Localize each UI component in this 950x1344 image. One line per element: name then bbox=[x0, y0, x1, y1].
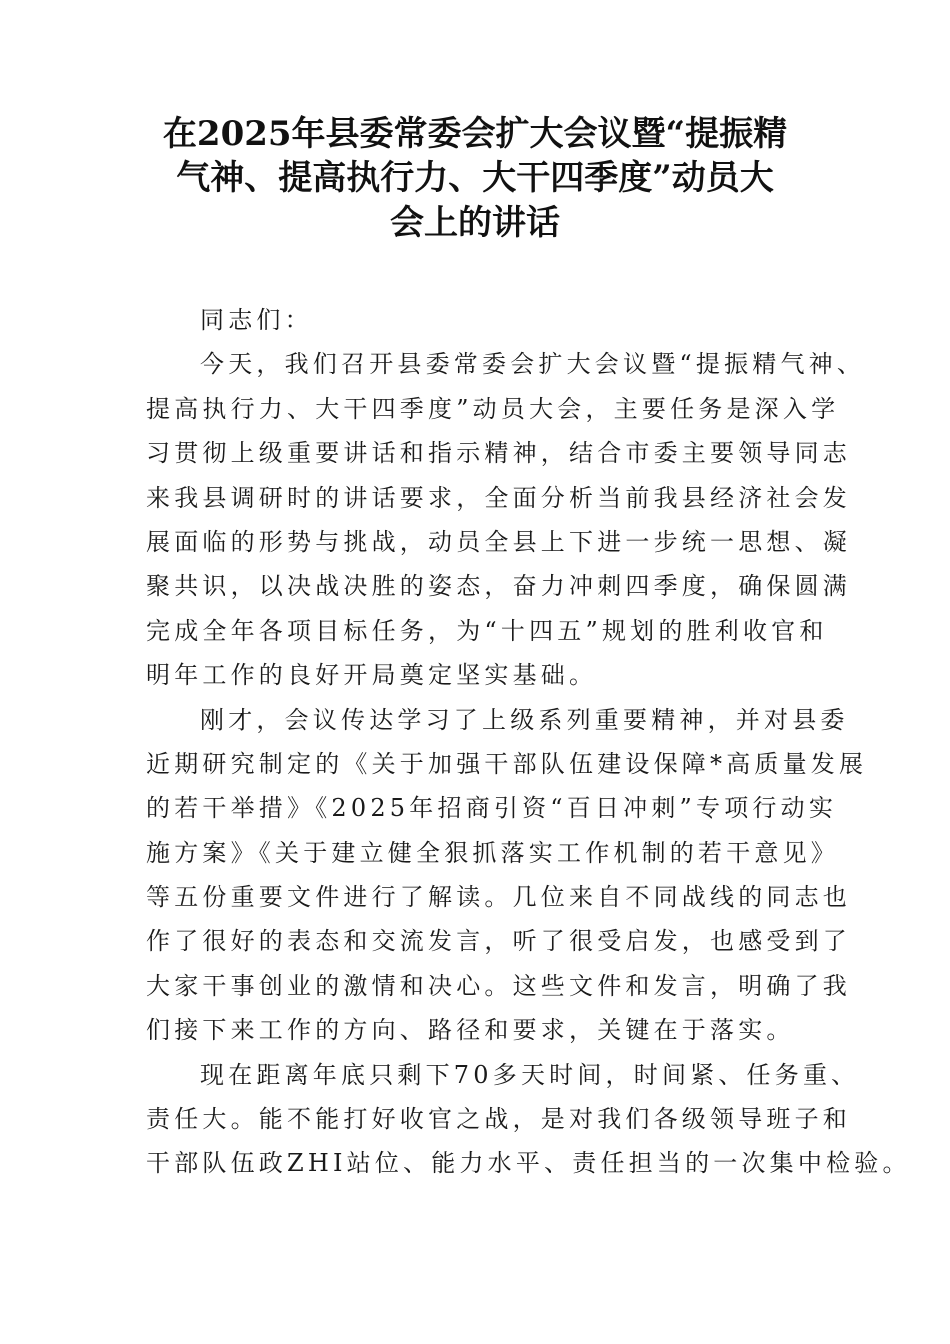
paragraph-2-line: 作了很好的表态和交流发言，听了很受启发，也感受到了 bbox=[146, 927, 851, 956]
title-line: 会上的讲话 bbox=[390, 202, 560, 243]
paragraph-2-line: 们接下来工作的方向、路径和要求，关键在于落实。 bbox=[146, 1016, 795, 1045]
paragraph-2-line: 的若干举措》《2025年招商引资“百日冲刺”专项行动实 bbox=[146, 794, 838, 823]
paragraph-3-line: 责任大。能不能打好收官之战，是对我们各级领导班子和 bbox=[146, 1105, 851, 1134]
document-title bbox=[120, 112, 830, 245]
paragraph-1-line: 提高执行力、大干四季度”动员大会，主要任务是深入学 bbox=[146, 394, 840, 423]
paragraph-1-line: 今天，我们召开县委常委会扩大会议暨“提振精气神、 bbox=[200, 350, 866, 379]
paragraph-2-line: 刚才，会议传达学习了上级系列重要精神，并对县委 bbox=[200, 705, 849, 734]
paragraph-1-line: 来我县调研时的讲话要求，全面分析当前我县经济社会发 bbox=[146, 483, 851, 512]
salutation: 同志们： bbox=[200, 306, 313, 334]
paragraph-2-line: 大家干事创业的激情和决心。这些文件和发言，明确了我 bbox=[146, 971, 851, 1000]
paragraph-3-line: 现在距离年底只剩下70多天时间，时间紧、任务重、 bbox=[200, 1060, 860, 1089]
paragraph-1-line: 聚共识，以决战决胜的姿态，奋力冲刺四季度，确保圆满 bbox=[146, 572, 851, 601]
paragraph-2-line: 近期研究制定的《关于加强干部队伍建设保障*高质量发展 bbox=[146, 749, 868, 778]
paragraph-1-line: 明年工作的良好开局奠定坚实基础。 bbox=[146, 661, 598, 690]
paragraph-1-line: 习贯彻上级重要讲话和指示精神，结合市委主要领导同志 bbox=[146, 439, 851, 468]
paragraph-2-line: 施方案》《关于建立健全狠抓落实工作机制的若干意见》 bbox=[146, 838, 839, 867]
paragraph-2-line: 等五份重要文件进行了解读。几位来自不同战线的同志也 bbox=[146, 883, 851, 912]
paragraph-1-line: 完成全年各项目标任务，为“十四五”规划的胜利收官和 bbox=[146, 616, 828, 645]
title-line: 在2025年县委常委会扩大会议暨“提振精 bbox=[162, 114, 788, 154]
title-line: 气神、提高执行力、大干四季度”动员大 bbox=[176, 158, 774, 199]
document-body bbox=[146, 298, 911, 1186]
paragraph-3-line: 干部队伍政ZHI站位、能力水平、责任担当的一次集中检验。 bbox=[146, 1149, 911, 1178]
paragraph-1-line: 展面临的形势与挑战，动员全县上下进一步统一思想、凝 bbox=[146, 527, 851, 556]
